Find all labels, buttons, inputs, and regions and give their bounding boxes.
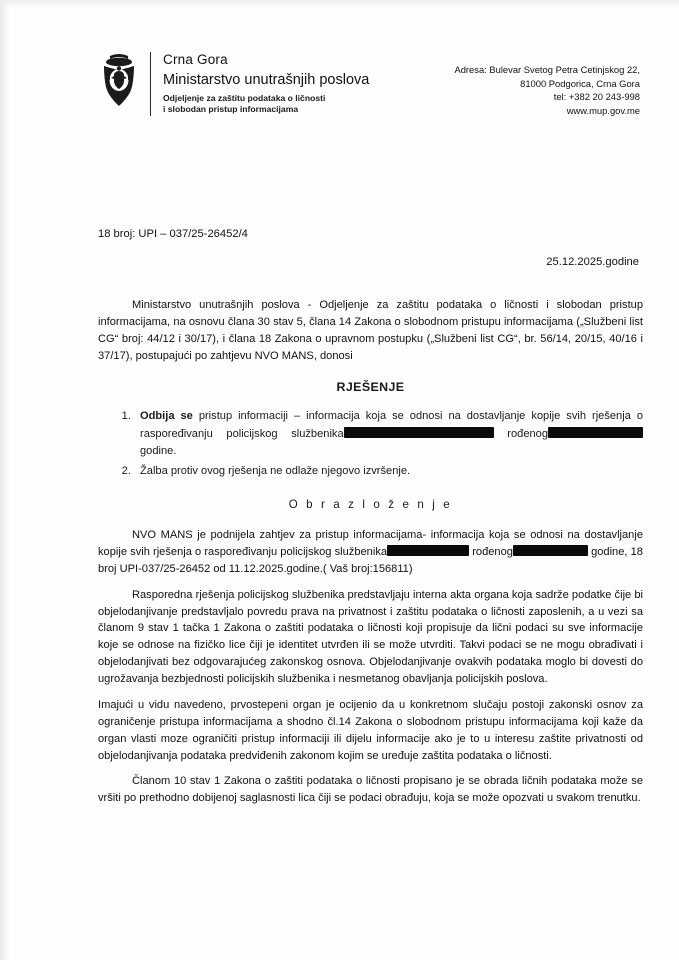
- department-line-2: i slobodan pristup informacijama: [163, 104, 299, 115]
- redaction-bar: [513, 545, 588, 556]
- explanation-paragraph-3: Imajući u vidu navedeno, prvostepeni organ je ocijenio da u konkretnom slučaju postoji zakonski osnov za ograničenje pristupa informacijama a shodno čl.14 Zakona o slobodnom pristupu informacijama koji kaže da organ vlasti moze ograničiti pristup informaciji ili dijelu informacije ako je to u interesu zaštite privatnosti od objelodanjivanja podataka predviđenih zakonom kojim se uređuje zaštita podataka o ličnosti.: [98, 698, 643, 762]
- list-item: [134, 463, 643, 480]
- address-block: [330, 63, 640, 118]
- redaction-bar: [548, 427, 643, 438]
- explanation-paragraph-4: Članom 10 stav 1 Zakona o zaštiti podataka o ličnosti propisano je se obrada ličnih podataka može se vršiti po prethodno dobijenoj saglasnosti lica čiji se podaci obrađuju, koja se može opozvati u svakom trenutku.: [98, 775, 643, 805]
- montenegro-coat-of-arms-icon: [98, 52, 140, 110]
- explanation-p1-part3: godine, 18 broj UPI-037/25-26452 od 11.12.2025.godine.( Vaš broj:156811): [98, 546, 643, 575]
- redaction-bar: [387, 545, 469, 556]
- decision-item-1-text: pristup informaciji – informacija koja se odnosi na dostavljanje kopije svih rješenja o raspoređivanju policijskog službenika: [140, 410, 643, 440]
- document-date: 25.12.2025.godine: [546, 256, 639, 268]
- explanation-p1-part2: rođenog: [472, 546, 513, 559]
- explanation-p1-part1: NVO MANS je podnijela zahtjev za pristup informacijama- informacija koja se odnosi na dostavljanje kopije svih rješenja o raspoređivanju policijskog službenika: [98, 529, 643, 559]
- address-website: www.mup.gov.me: [566, 104, 640, 116]
- scan-edge-top: [0, 0, 679, 8]
- intro-paragraph: Ministarstvo unutrašnjih poslova - Odjeljenje za zaštitu podataka o ličnosti i slobodan pristup informacijama, na osnovu člana 30 stav 5, člana 14 Zakona o slobodnom pristupu informacijama („Službeni list CG“ broj: 44/12 i 30/17), i člana 18 Zakona o upravnom postupku („Službeni list CG“, br. 56/14, 20/15, 40/16 i 37/17), postupajući po zahtjevu NVO MANS, donosi: [98, 299, 643, 362]
- decision-item-1-after: rođenog: [507, 427, 548, 440]
- ministry-name: Ministarstvo unutrašnjih poslova: [163, 72, 370, 89]
- country-name: Crna Gora: [163, 52, 228, 67]
- document-body: [98, 297, 643, 816]
- address-line-1: Adresa: Bulevar Svetog Petra Cetinjskog 22,: [454, 64, 640, 75]
- decision-item-1-tail: godine.: [140, 444, 177, 457]
- decision-list: [98, 408, 643, 480]
- department-line-1: Odjeljenje za zaštitu podataka o ličnosti: [163, 92, 326, 103]
- explanation-paragraph-2: Rasporedna rješenja policijskog službenika predstavljaju interna akta organa koja sadrže podatke čije bi objelodanjivanje predstavljalo povredu prava na privatnost i zaštitu podataka o ličnosti zaposlenih, a u vezi sa članom 9 stav 1 tačka 1 Zakona o zaštiti podataka o ličnosti koji propisuje da lični podaci su sve informacije koje se odnose na fizičko lice čiji je identitet utvrđen ili se može utvrditi. Takvi podaci se ne mogu obrađivati i objelodanjivati bez odgovarajućeg zakonskog osnova. Objelodanjivanje ovakvih podataka moglo bi dovesti do ugrožavanja bezbjednosti policijskih službenika i nesmetanog obavljanja policijskih poslova.: [98, 588, 643, 686]
- explanation-title: O b r a z l o ž e n j e: [288, 498, 453, 512]
- explanation-paragraph-1: [98, 527, 643, 578]
- address-line-3: tel: +382 20 243-998: [553, 91, 640, 103]
- list-item: [134, 408, 643, 460]
- redaction-bar: [344, 427, 494, 438]
- decision-item-1-lead: Odbija se: [140, 410, 193, 423]
- address-line-2: 81000 Podgorica, Crna Gora: [520, 77, 640, 89]
- decision-item-2-text: Žalba protiv ovog rješenja ne odlaže njegovo izvršenje.: [140, 465, 411, 477]
- reference-number: 18 broj: UPI – 037/25-26452/4: [98, 228, 248, 240]
- scan-edge-left: [0, 0, 10, 960]
- decision-title: RJEŠENJE: [336, 380, 405, 395]
